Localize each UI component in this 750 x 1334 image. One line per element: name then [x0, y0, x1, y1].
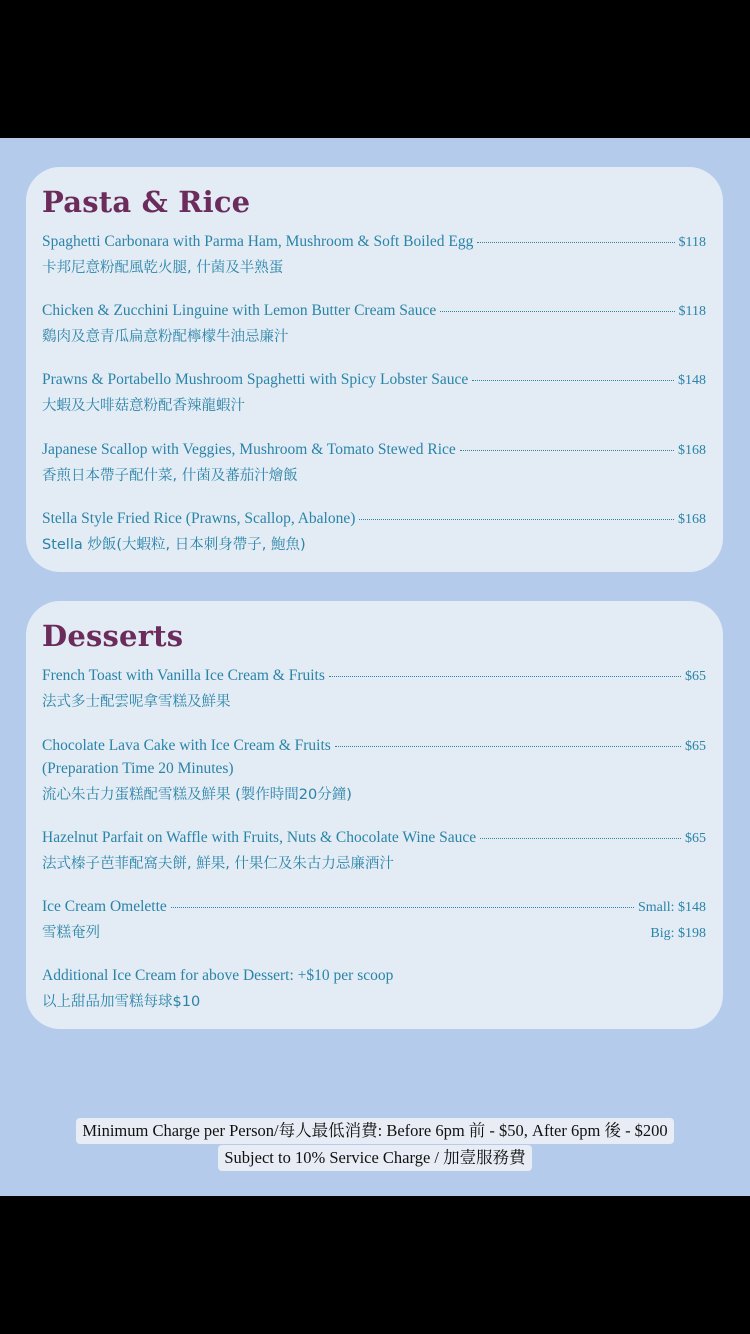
leader-dots	[335, 746, 681, 747]
menu-item-linguine	[42, 302, 706, 348]
leader-dots	[477, 242, 674, 243]
item-name: Chocolate Lava Cake with Ice Cream & Fruits	[42, 737, 331, 754]
item-name-chinese: 法式多士配雲呢拿雪糕及鮮果	[42, 694, 231, 710]
menu-item-lava-cake	[42, 737, 706, 806]
menu-item-scallop-rice	[42, 441, 706, 487]
leader-dots	[480, 838, 681, 839]
item-name-chinese: Stella 炒飯(大蝦粒, 日本刺身帶子, 鮑魚)	[42, 537, 306, 553]
service-charge-note	[0, 1145, 750, 1171]
item-price: $168	[678, 443, 706, 458]
menu-item-fried-rice	[42, 510, 706, 556]
section-title-desserts: Desserts	[42, 619, 184, 653]
menu-item-french-toast	[42, 667, 706, 713]
menu-item-carbonara	[42, 233, 706, 279]
minimum-charge-note	[0, 1118, 750, 1144]
addon-text-chinese: 以上甜品加雪糕每球$10	[42, 994, 201, 1010]
leader-dots	[460, 450, 674, 451]
item-price-small: Small: $148	[637, 900, 706, 915]
item-price: $118	[678, 304, 706, 319]
leader-dots	[329, 676, 681, 677]
item-name: Hazelnut Parfait on Waffle with Fruits, Nuts & Chocolate Wine Sauce	[42, 829, 477, 846]
leader-dots	[171, 907, 634, 908]
item-name: Ice Cream Omelette	[42, 898, 167, 915]
item-name-chinese: 卡邦尼意粉配風乾火腿, 什菌及半熟蛋	[42, 260, 284, 276]
menu-item-prawn-spaghetti	[42, 371, 706, 417]
item-price-big: Big: $198	[650, 926, 706, 941]
item-note: (Preparation Time 20 Minutes)	[42, 760, 234, 777]
item-name: Japanese Scallop with Veggies, Mushroom & Tomato Stewed Rice	[42, 441, 456, 458]
service-charge-text: Subject to 10% Service Charge / 加壹服務費	[218, 1145, 531, 1171]
item-name-chinese: 法式榛子芭菲配窩夫餅, 鮮果, 什果仁及朱古力忌廉酒汁	[42, 856, 394, 872]
leader-dots	[472, 380, 674, 381]
item-name-chinese: 鷄肉及意青瓜扁意粉配檸檬牛油忌廉汁	[42, 329, 289, 345]
leader-dots	[440, 311, 674, 312]
dessert-addon-note	[42, 967, 706, 1013]
item-price: $65	[685, 739, 706, 754]
pasta-rice-card	[26, 167, 723, 572]
addon-text: Additional Ice Cream for above Dessert: +$10 per scoop	[42, 967, 394, 984]
item-name-chinese: 大蝦及大啡菇意粉配香辣龍蝦汁	[42, 398, 245, 414]
item-price: $65	[685, 831, 706, 846]
item-name-chinese: 流心朱古力蛋糕配雪糕及鮮果 (製作時間20分鐘)	[42, 787, 352, 803]
item-name: French Toast with Vanilla Ice Cream & Fruits	[42, 667, 325, 684]
item-price: $118	[678, 235, 706, 250]
item-price: $148	[678, 373, 706, 388]
item-price: $168	[678, 512, 706, 527]
item-name: Chicken & Zucchini Linguine with Lemon Butter Cream Sauce	[42, 302, 437, 319]
item-name-chinese: 雪糕奄列	[42, 925, 100, 941]
menu-item-hazelnut-parfait	[42, 829, 706, 875]
item-name: Stella Style Fried Rice (Prawns, Scallop, Abalone)	[42, 510, 356, 527]
item-name: Prawns & Portabello Mushroom Spaghetti with Spicy Lobster Sauce	[42, 371, 469, 388]
minimum-charge-text: Minimum Charge per Person/每人最低消費: Before 6pm 前 - $50, After 6pm 後 - $200	[76, 1118, 673, 1144]
item-name-chinese: 香煎日本帶子配什菜, 什菌及蕃茄汁燴飯	[42, 468, 298, 484]
leader-dots	[359, 519, 674, 520]
menu-item-ice-cream-omelette	[42, 898, 706, 944]
menu-page	[0, 138, 750, 1196]
item-name: Spaghetti Carbonara with Parma Ham, Mushroom & Soft Boiled Egg	[42, 233, 474, 250]
item-price: $65	[685, 669, 706, 684]
desserts-card	[26, 601, 723, 1029]
section-title-pasta-rice: Pasta & Rice	[42, 185, 251, 219]
